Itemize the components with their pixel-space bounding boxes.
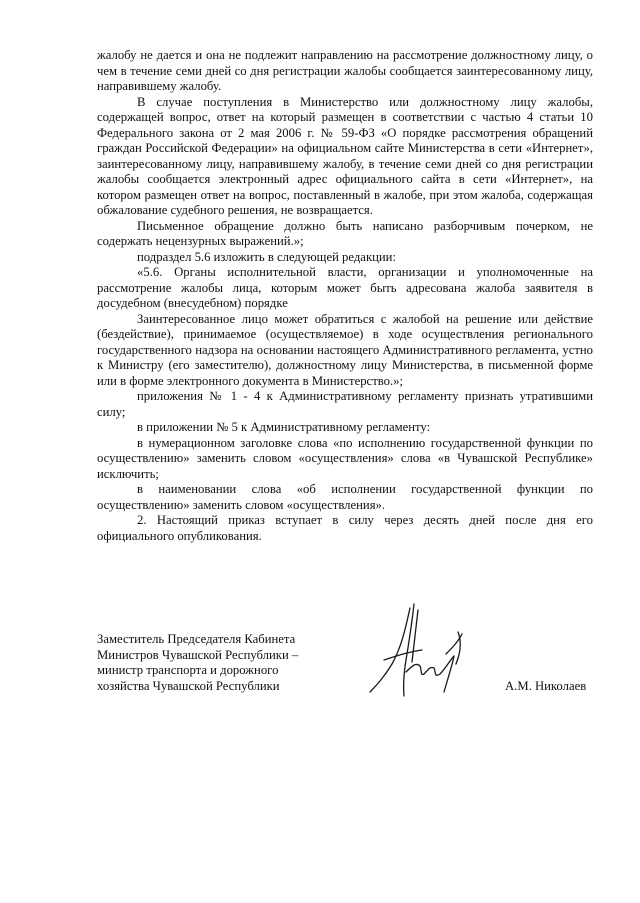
paragraph: 2. Настоящий приказ вступает в силу через десять дней после дня его официального опубликования.: [97, 513, 593, 543]
paragraph: «5.6. Органы исполнительной власти, организации и уполномоченные на рассмотрение жалобы лица, которым может быть адресована жалоба заявителя в досудебном (внесудебном) порядке: [97, 265, 593, 310]
signatory-position-line: Министров Чувашской Республики –: [97, 647, 299, 662]
signature-block: [97, 632, 597, 712]
paragraph: Письменное обращение должно быть написано разборчивым почерком, не содержать нецензурных выражений.»;: [97, 218, 593, 248]
paragraph: в наименовании слова «об исполнении государственной функции по осуществлению» заменить словом «осуществления».: [97, 482, 593, 512]
signatory-position-line: Заместитель Председателя Кабинета: [97, 632, 296, 646]
paragraph: Заинтересованное лицо может обратиться с жалобой на решение или действие (бездействие), принимаемое (осуществляемое) в ходе осуществления регионального государственного надзора на основании настоящего Административного регламента, устно к Министру (его заместителю), должностному лицу Министерства, в письменной форме или в форме электронного документа в Министерство.»;: [97, 311, 593, 388]
paragraph: в нумерационном заголовке слова «по исполнению государственной функции по осуществлению» заменить словом «осуществления» слова «в Чувашской Республике» исключить;: [97, 435, 593, 481]
paragraph: приложения № 1 - 4 к Административному регламенту признать утратившими силу;: [97, 389, 593, 419]
handwritten-signature-icon: [362, 602, 482, 702]
paragraph: жалобу не дается и она не подлежит направлению на рассмотрение должностному лицу, о чем в течение семи дней со дня регистрации жалобы сообщается заинтересованному лицу, направившему жалобу.: [97, 48, 593, 93]
paragraph: подраздел 5.6 изложить в следующей редакции:: [137, 249, 397, 264]
paragraph: в приложении № 5 к Административному регламенту:: [137, 420, 431, 434]
signatory-name: А.М. Николаев: [505, 679, 587, 693]
signatory-position-line: министр транспорта и дорожного: [97, 663, 279, 677]
document-body: [97, 48, 593, 544]
signatory-position: [97, 632, 357, 694]
paragraph: В случае поступления в Министерство или должностному лицу жалобы, содержащей вопрос, ответ на который размещен в соответствии с частью 4 статьи 10 Федерального закона от 2 мая 2006 г. № 59-ФЗ «О порядке рассмотрения обращений граждан Российской Федерации» на официальном сайте Министерства в сети «Интернет», заинтересованному лицу, направившему жалобу, в течение семи дней со дня регистрации жалобы сообщается электронный адрес официального сайта в сети «Интернет», на котором размещен ответ на вопрос, поставленный в жалобе, при этом жалоба, содержащая обжалование судебного решения, не возвращается.: [97, 94, 593, 217]
signatory-position-line: хозяйства Чувашской Республики: [97, 678, 280, 693]
